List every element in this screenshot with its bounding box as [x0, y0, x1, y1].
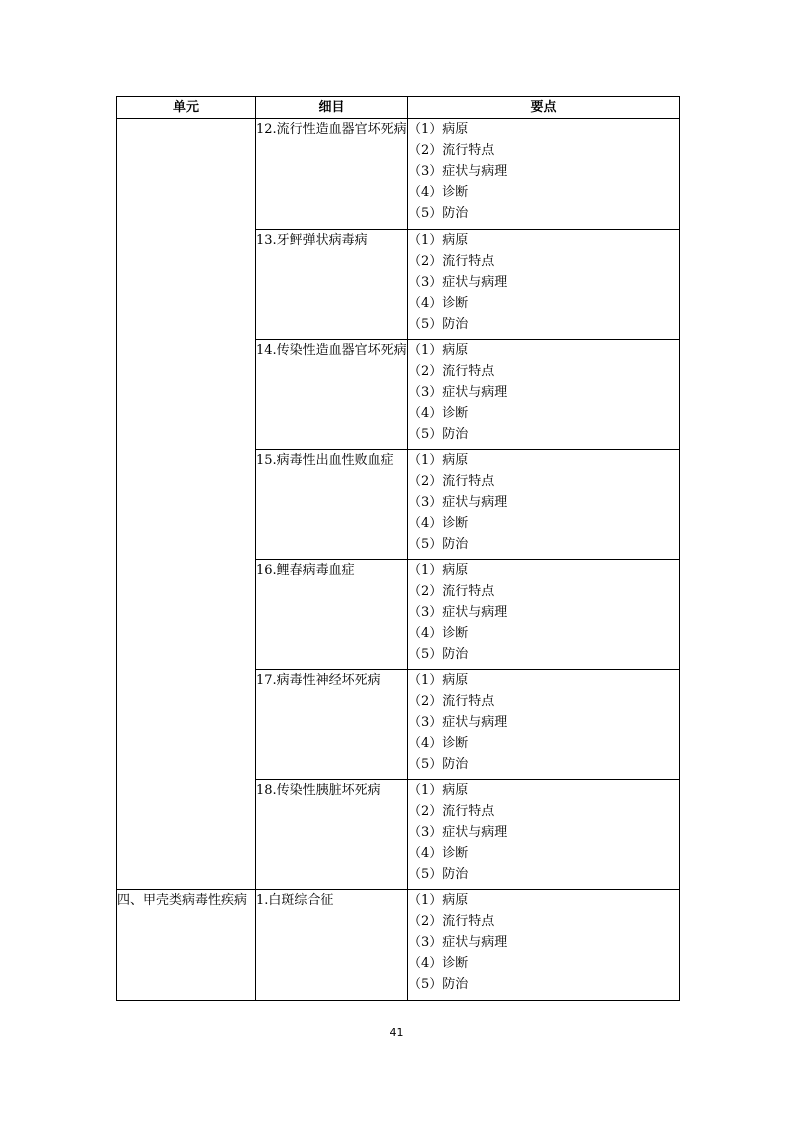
point-item: （5）防治: [408, 537, 469, 552]
detail-cell: 18.传染性胰脏坏死病: [256, 780, 408, 890]
point-item: （2）流行特点: [408, 143, 495, 158]
detail-cell: 14.传染性造血器官坏死病: [256, 340, 408, 450]
header-detail: 细目: [256, 97, 408, 119]
point-item: （2）流行特点: [408, 584, 495, 599]
detail-cell: 16.鲤春病毒血症: [256, 560, 408, 670]
point-item: （4）诊断: [408, 736, 469, 751]
points-cell: [408, 780, 680, 890]
detail-cell: 13.牙鲆弹状病毒病: [256, 230, 408, 340]
point-item: （5）防治: [408, 757, 469, 772]
point-item: （5）防治: [408, 977, 469, 992]
point-item: （2）流行特点: [408, 694, 495, 709]
table-row: [117, 119, 680, 230]
points-cell: [408, 340, 680, 450]
points-cell: [408, 890, 680, 1001]
point-item: （4）诊断: [408, 516, 469, 531]
point-item: （1）病原: [408, 783, 469, 798]
point-item: （1）病原: [408, 122, 469, 137]
point-item: （4）诊断: [408, 626, 469, 641]
point-item: （2）流行特点: [408, 474, 495, 489]
points-cell: [408, 450, 680, 560]
point-item: （1）病原: [408, 453, 469, 468]
point-item: （1）病原: [408, 233, 469, 248]
point-item: （3）症状与病理: [408, 605, 508, 620]
point-item: （2）流行特点: [408, 804, 495, 819]
point-item: （5）防治: [408, 647, 469, 662]
points-cell: [408, 230, 680, 340]
header-points: 要点: [408, 97, 680, 119]
point-item: （5）防治: [408, 206, 469, 221]
point-item: （4）诊断: [408, 846, 469, 861]
detail-cell: 15.病毒性出血性败血症: [256, 450, 408, 560]
detail-cell: 17.病毒性神经坏死病: [256, 670, 408, 780]
point-item: （4）诊断: [408, 185, 469, 200]
point-item: （2）流行特点: [408, 254, 495, 269]
point-item: （1）病原: [408, 343, 469, 358]
point-item: （3）症状与病理: [408, 275, 508, 290]
unit-cell: [117, 119, 256, 890]
point-item: （2）流行特点: [408, 364, 495, 379]
table-body: [117, 119, 680, 1001]
point-item: （3）症状与病理: [408, 164, 508, 179]
point-item: （3）症状与病理: [408, 385, 508, 400]
point-item: （1）病原: [408, 893, 469, 908]
points-cell: [408, 119, 680, 230]
point-item: （3）症状与病理: [408, 825, 508, 840]
point-item: （2）流行特点: [408, 914, 495, 929]
page-number: 41: [389, 1026, 404, 1039]
syllabus-table: [116, 96, 680, 1001]
point-item: （3）症状与病理: [408, 935, 508, 950]
point-item: （1）病原: [408, 563, 469, 578]
unit-cell: 四、甲壳类病毒性疾病: [117, 890, 256, 1001]
point-item: （1）病原: [408, 673, 469, 688]
detail-cell: 12.流行性造血器官坏死病: [256, 119, 408, 230]
point-item: （5）防治: [408, 317, 469, 332]
point-item: （5）防治: [408, 867, 469, 882]
detail-cell: 1.白斑综合征: [256, 890, 408, 1001]
point-item: （4）诊断: [408, 296, 469, 311]
point-item: （4）诊断: [408, 406, 469, 421]
table-row: [117, 890, 680, 1001]
point-item: （3）症状与病理: [408, 715, 508, 730]
header-unit: 单元: [117, 97, 256, 119]
point-item: （4）诊断: [408, 956, 469, 971]
point-item: （5）防治: [408, 427, 469, 442]
point-item: （3）症状与病理: [408, 495, 508, 510]
points-cell: [408, 560, 680, 670]
table-header-row: [117, 97, 680, 119]
points-cell: [408, 670, 680, 780]
